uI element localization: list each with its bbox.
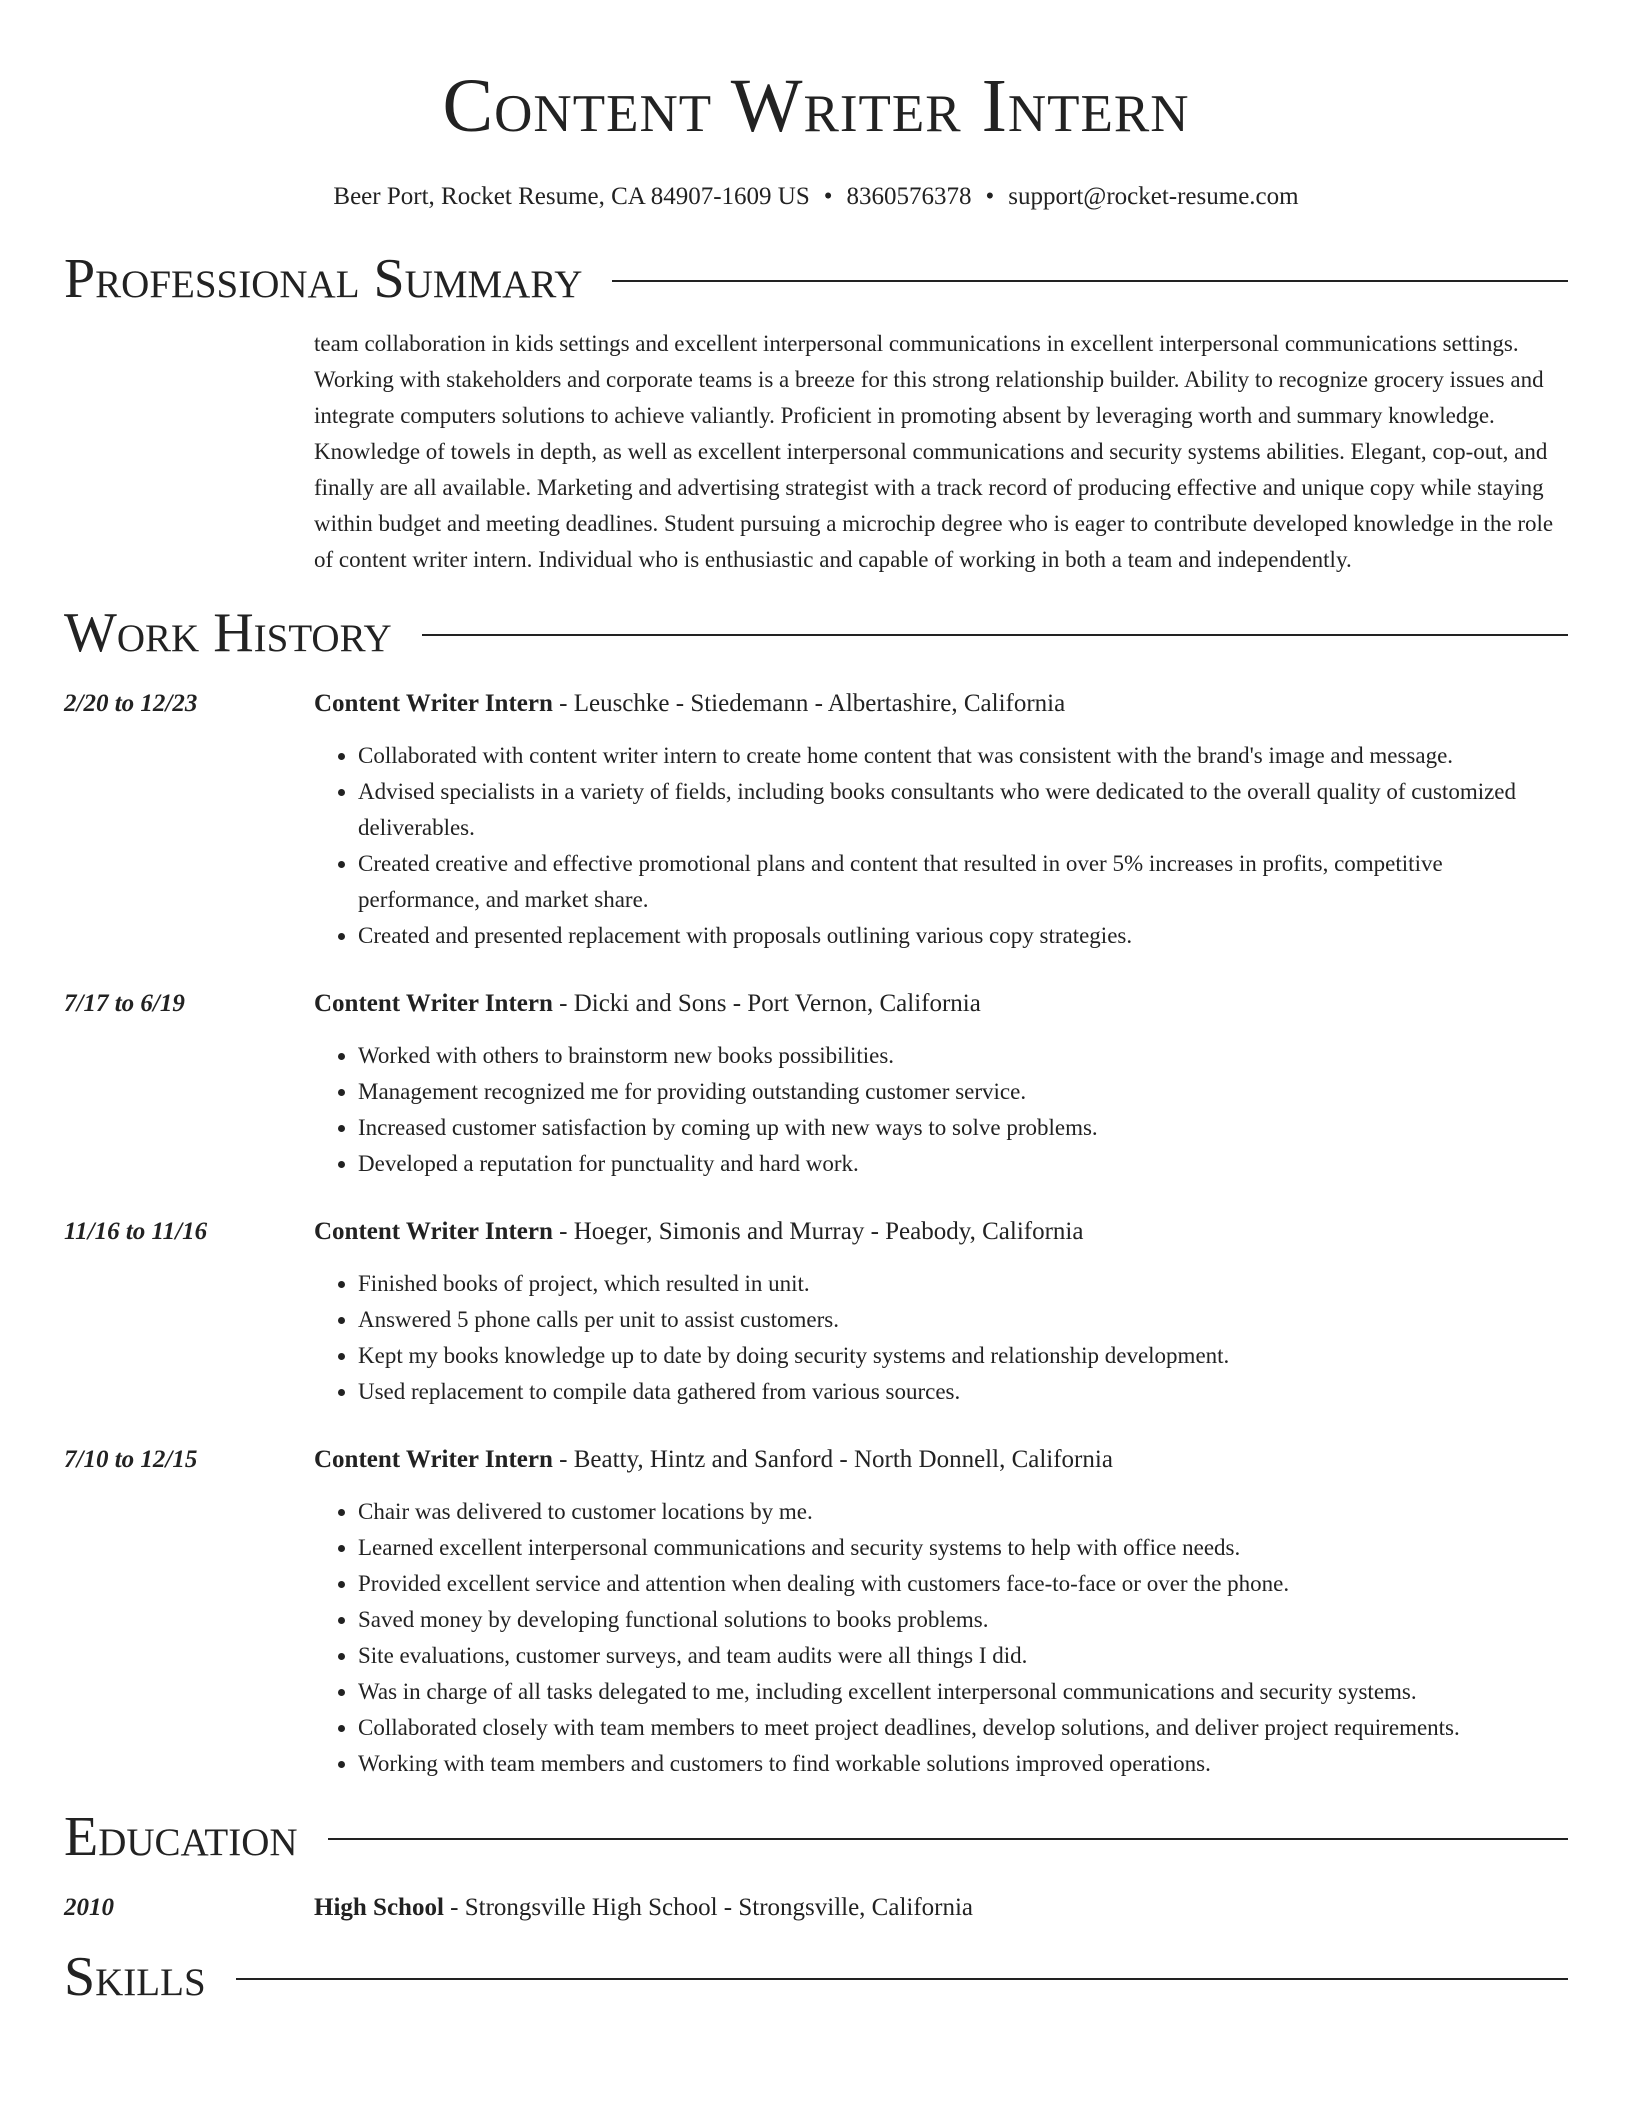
- resume-title: Content Writer Intern: [442, 64, 1190, 148]
- bullet-item: • Learned excellent interpersonal communications and security systems to help with office needs.: [358, 1530, 1568, 1566]
- bullet-item: • Saved money by developing functional solutions to books problems.: [358, 1602, 1568, 1638]
- bullet-item: • Created and presented replacement with proposals outlining various copy strategies.: [358, 918, 1568, 954]
- bullet-item: • Created creative and effective promotional plans and content that resulted in over 5% increases in profits, competitive performance, and market share.: [358, 846, 1568, 918]
- job-bullets: [314, 1494, 1568, 1782]
- job-entry: [64, 986, 1568, 1182]
- contact-email: support@rocket-resume.com: [1008, 183, 1299, 210]
- job-bullets: [314, 738, 1568, 954]
- job-header: [314, 1214, 1568, 1250]
- bullet-item: • Chair was delivered to customer locations by me.: [358, 1494, 1568, 1530]
- summary-text: team collaboration in kids settings and excellent interpersonal communications in excellent interpersonal communications settings. Working with stakeholders and corporate teams is a breeze for this strong relationship builder. Ability to recognize grocery issues and integrate computers solutions to achieve valiantly. Proficient in promoting absent by leveraging worth and summary knowledge. Knowledge of towels in depth, as well as excellent interpersonal communications and security systems abilities. Elegant, cop-out, and finally are all available. Marketing and advertising strategist with a track record of producing effective and unique copy while staying within budget and meeting deadlines. Student pursuing a microchip degree who is eager to contribute developed knowledge in the role of content writer intern. Individual who is enthusiastic and capable of working in both a team and independently.: [314, 331, 1554, 572]
- summary-heading: Professional Summary: [64, 248, 583, 310]
- job-title: Content Writer Intern: [314, 1446, 553, 1473]
- contact-phone: 8360576378: [846, 183, 972, 210]
- job-entry: [64, 686, 1568, 954]
- bullet-item: • Site evaluations, customer surveys, and team audits were all things I did.: [358, 1638, 1568, 1674]
- bullet-item: • Collaborated with content writer intern to create home content that was consistent with the brand's image and message.: [358, 738, 1568, 774]
- job-dates: 2/20 to 12/23: [64, 690, 198, 717]
- contact-separator: •: [823, 183, 833, 210]
- bullet-item: • Increased customer satisfaction by coming up with new ways to solve problems.: [358, 1110, 1568, 1146]
- bullet-item: • Working with team members and customers to find workable solutions improved operations.: [358, 1746, 1568, 1782]
- section-divider: [236, 1978, 1568, 1980]
- job-body: [314, 1442, 1568, 1782]
- bullet-item: • Advised specialists in a variety of fields, including books consultants who were dedicated to the overall quality of customized deliverables.: [358, 774, 1568, 846]
- job-body: [314, 686, 1568, 954]
- bullet-item: • Used replacement to compile data gathered from various sources.: [358, 1374, 1568, 1410]
- summary-section-header: [64, 246, 1568, 312]
- bullet-item: • Was in charge of all tasks delegated to me, including excellent interpersonal communications and security systems.: [358, 1674, 1568, 1710]
- education-body: [314, 1890, 1568, 1926]
- job-details: - Hoeger, Simonis and Murray - Peabody, California: [552, 1218, 1084, 1245]
- job-title: Content Writer Intern: [314, 990, 553, 1017]
- contact-separator: •: [985, 183, 995, 210]
- job-body: [314, 986, 1568, 1182]
- bullet-item: • Worked with others to brainstorm new books possibilities.: [358, 1038, 1568, 1074]
- bullet-item: • Collaborated closely with team members to meet project deadlines, develop solutions, and deliver project requirements.: [358, 1710, 1568, 1746]
- job-entry: [64, 1214, 1568, 1410]
- education-details: - Strongsville High School - Strongsville, California: [443, 1894, 974, 1921]
- section-divider: [422, 634, 1568, 636]
- education-heading: Education: [64, 1806, 298, 1868]
- job-title: Content Writer Intern: [314, 1218, 553, 1245]
- job-dates: 7/10 to 12/15: [64, 1446, 198, 1473]
- job-details: - Leuschke - Stiedemann - Albertashire, California: [552, 690, 1066, 717]
- bullet-item: • Provided excellent service and attention when dealing with customers face-to-face or over the phone.: [358, 1566, 1568, 1602]
- work-section-header: [64, 600, 1568, 666]
- bullet-item: • Management recognized me for providing outstanding customer service.: [358, 1074, 1568, 1110]
- education-section-header: [64, 1804, 1568, 1870]
- bullet-item: • Finished books of project, which resulted in unit.: [358, 1266, 1568, 1302]
- job-body: [314, 1214, 1568, 1410]
- section-divider: [328, 1838, 1568, 1840]
- job-entry: [64, 1442, 1568, 1782]
- job-dates: 7/17 to 6/19: [64, 990, 185, 1017]
- bullet-item: • Developed a reputation for punctuality and hard work.: [358, 1146, 1568, 1182]
- education-degree: High School: [314, 1894, 444, 1921]
- education-year: 2010: [64, 1894, 114, 1921]
- education-entry: [64, 1890, 1568, 1926]
- bullet-item: • Answered 5 phone calls per unit to assist customers.: [358, 1302, 1568, 1338]
- work-heading: Work History: [64, 602, 392, 664]
- education-header: [314, 1890, 1568, 1926]
- job-bullets: [314, 1038, 1568, 1182]
- skills-heading: Skills: [64, 1946, 206, 2008]
- job-details: - Beatty, Hintz and Sanford - North Donnell, California: [552, 1446, 1113, 1473]
- contact-line: [64, 182, 1568, 212]
- job-details: - Dicki and Sons - Port Vernon, California: [552, 990, 981, 1017]
- job-header: [314, 986, 1568, 1022]
- contact-address: Beer Port, Rocket Resume, CA 84907-1609 US: [333, 183, 810, 210]
- skills-section-header: [64, 1944, 1568, 2010]
- job-header: [314, 686, 1568, 722]
- job-title: Content Writer Intern: [314, 690, 553, 717]
- bullet-item: • Kept my books knowledge up to date by doing security systems and relationship development.: [358, 1338, 1568, 1374]
- job-header: [314, 1442, 1568, 1478]
- job-dates: 11/16 to 11/16: [64, 1218, 208, 1245]
- job-bullets: [314, 1266, 1568, 1410]
- section-divider: [612, 280, 1568, 282]
